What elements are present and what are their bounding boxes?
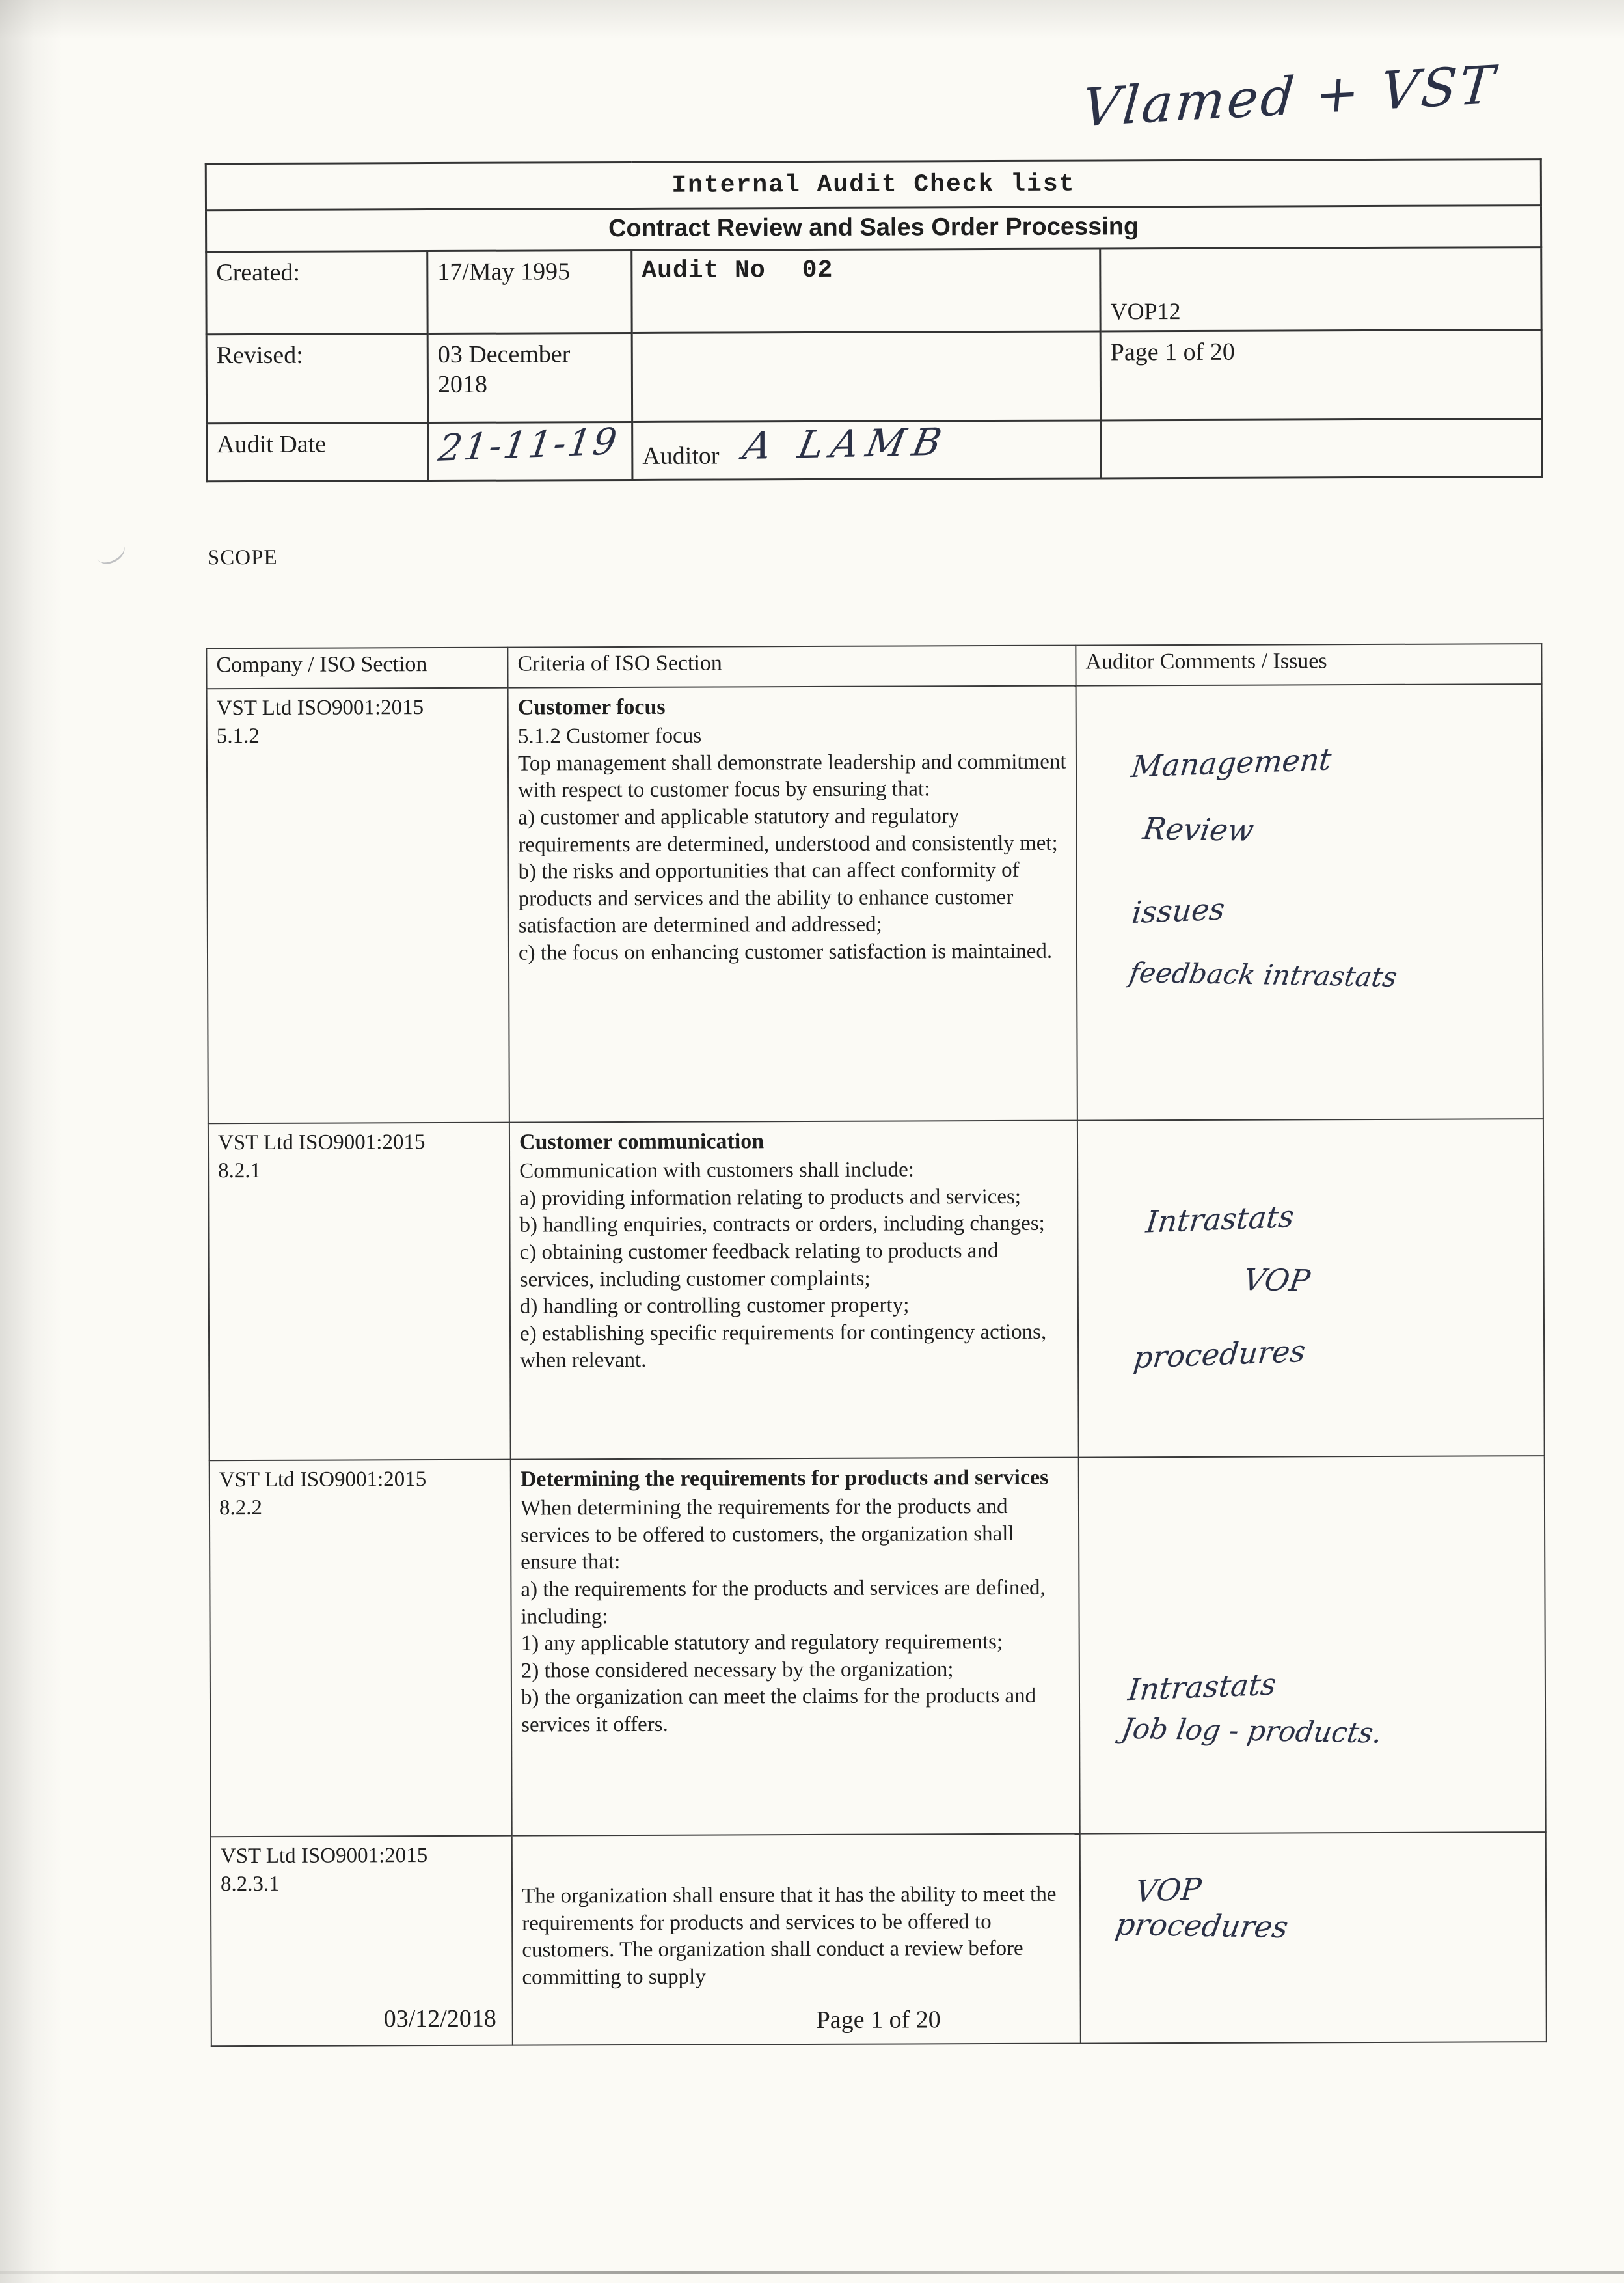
audit-date-label: Audit Date	[207, 422, 428, 482]
handwritten-comment: procedures	[1113, 1906, 1291, 1945]
handwritten-comment: VOP	[1241, 1262, 1313, 1298]
auditor-label: Auditor	[642, 442, 720, 470]
handwritten-comments	[1089, 1462, 1536, 1749]
auditor-comments-cell	[1079, 1456, 1546, 1833]
criteria-cell	[508, 686, 1077, 1123]
criteria-text: a) the requirements for the products and services are defined, including:	[521, 1576, 1046, 1629]
criteria-title: Customer communication	[519, 1129, 765, 1155]
auditor-comments-cell	[1080, 1832, 1547, 2043]
scope-label: SCOPE	[207, 545, 278, 570]
iso-section-text: 8.2.3.1	[220, 1872, 280, 1896]
handwritten-comment: Job log - products.	[1119, 1712, 1385, 1750]
footer-date: 03/12/2018	[383, 2004, 496, 2033]
criteria-text: b) the risks and opportunities that can affect conformity of products and services and the ability to enhance customer satisfaction are determined and addressed;	[518, 858, 1020, 938]
iso-section-text: VST Ltd ISO9001:2015	[217, 1130, 426, 1155]
handwritten-comments	[1086, 690, 1534, 992]
table-row	[210, 1456, 1546, 1837]
col-header-auditor-comments: Auditor Comments / Issues	[1076, 644, 1541, 685]
auditor-cell	[632, 420, 1101, 480]
page-ref: Page 1 of 20	[1100, 329, 1542, 420]
handwritten-auditor-name: A LAMB	[740, 419, 953, 468]
iso-section-text: 8.2.1	[218, 1158, 262, 1183]
iso-section-text: VST Ltd ISO9001:2015	[219, 1468, 427, 1492]
table-header-row	[206, 644, 1541, 689]
auditor-comments-cell	[1076, 684, 1543, 1120]
handwritten-comment: procedures	[1131, 1333, 1307, 1376]
audit-no-label: Audit No	[642, 256, 766, 285]
criteria-text: 2) those considered necessary by the organization;	[521, 1657, 954, 1683]
iso-section-text: VST Ltd ISO9001:2015	[216, 696, 424, 720]
audit-table-body	[207, 684, 1547, 2046]
handwritten-audit-date: 21-11-19	[436, 420, 621, 470]
iso-section-cell	[210, 1460, 512, 1837]
auditor-comments-cell	[1077, 1119, 1545, 1457]
audit-date-row	[207, 418, 1542, 482]
footer-page-number: Page 1 of 20	[816, 2006, 941, 2034]
criteria-text: d) handling or controlling customer property;	[519, 1293, 910, 1319]
revised-value: 03 December 2018	[427, 333, 632, 422]
criteria-text: Top management shall demonstrate leadership and commitment with respect to customer focus by ensuring that:	[517, 750, 1066, 802]
criteria-text: c) obtaining customer feedback relating to products and services, including customer complaints;	[519, 1238, 999, 1292]
handwritten-comment: feedback intrastats	[1127, 956, 1400, 993]
table-row	[208, 1119, 1545, 1460]
iso-section-text: VST Ltd ISO9001:2015	[220, 1844, 428, 1868]
col-header-criteria: Criteria of ISO Section	[508, 646, 1076, 688]
handwritten-comment: Intrastats	[1126, 1666, 1279, 1708]
criteria-text: a) providing information relating to products and services;	[519, 1184, 1022, 1210]
pencil-mark	[92, 536, 129, 569]
criteria-text: e) establishing specific requirements for contingency actions, when relevant.	[519, 1320, 1047, 1373]
empty-cell	[632, 331, 1100, 422]
title-row	[206, 159, 1541, 211]
handwritten-comments	[1090, 1838, 1537, 1946]
criteria-text: When determining the requirements for the products and services to be offered to customers, the organization shall ensure that:	[520, 1495, 1014, 1574]
table-row	[207, 684, 1543, 1123]
criteria-text: b) handling enquiries, contracts or orders, including changes;	[519, 1212, 1045, 1237]
revised-label: Revised:	[206, 333, 427, 423]
col-header-company-iso-section: Company / ISO Section	[206, 648, 508, 689]
created-label: Created:	[206, 251, 427, 334]
document-title: Internal Audit Check list	[206, 159, 1541, 211]
handwritten-comment: issues	[1130, 891, 1227, 931]
handwritten-comment: Management	[1130, 741, 1333, 785]
handwritten-comment: Intrastats	[1144, 1198, 1296, 1240]
iso-section-text: 5.1.2	[216, 724, 260, 748]
criteria-text: c) the focus on enhancing customer satisfaction is maintained.	[518, 939, 1053, 965]
audit-date-value-cell	[428, 422, 632, 481]
criteria-text: b) the organization can meet the claims for the products and services it offers.	[521, 1684, 1036, 1737]
handwritten-top-note: Vlamed + VST	[1079, 54, 1499, 139]
audit-table	[206, 643, 1547, 2047]
criteria-cell	[509, 1121, 1079, 1460]
criteria-text: 5.1.2 Customer focus	[517, 724, 702, 748]
empty-cell	[1101, 418, 1542, 478]
criteria-cell	[512, 1834, 1081, 2045]
subtitle-row	[206, 206, 1541, 252]
criteria-text: a) customer and applicable statutory and regulatory requirements are determined, understood and consistently met;	[518, 804, 1058, 857]
iso-section-text: 8.2.2	[219, 1496, 263, 1520]
handwritten-comments	[1087, 1125, 1534, 1376]
created-row	[206, 247, 1541, 334]
created-value: 17/May 1995	[427, 250, 632, 333]
criteria-text: Communication with customers shall include:	[519, 1158, 914, 1183]
document-header-table	[205, 158, 1543, 483]
criteria-cell	[511, 1458, 1080, 1836]
audit-no-cell	[632, 249, 1100, 333]
audit-no-value: 02	[802, 256, 833, 284]
criteria-text: 1) any applicable statutory and regulatory requirements;	[521, 1630, 1003, 1656]
handwritten-comment: Review	[1141, 811, 1256, 848]
document-subtitle: Contract Review and Sales Order Processing	[206, 206, 1541, 252]
criteria-title: Determining the requirements for products and services	[520, 1465, 1049, 1492]
doc-ref-cell	[1100, 247, 1541, 331]
criteria-text: The organization shall ensure that it has the ability to meet the requirements for products and services to be offered to customers. The organization shall conduct a review before committing to supply	[521, 1882, 1057, 1989]
criteria-title: Customer focus	[517, 694, 666, 720]
doc-ref: VOP12	[1110, 297, 1181, 325]
revised-row	[206, 329, 1541, 423]
handwritten-comment: VOP	[1133, 1871, 1203, 1909]
iso-section-cell	[208, 1123, 511, 1461]
iso-section-cell	[207, 688, 509, 1124]
